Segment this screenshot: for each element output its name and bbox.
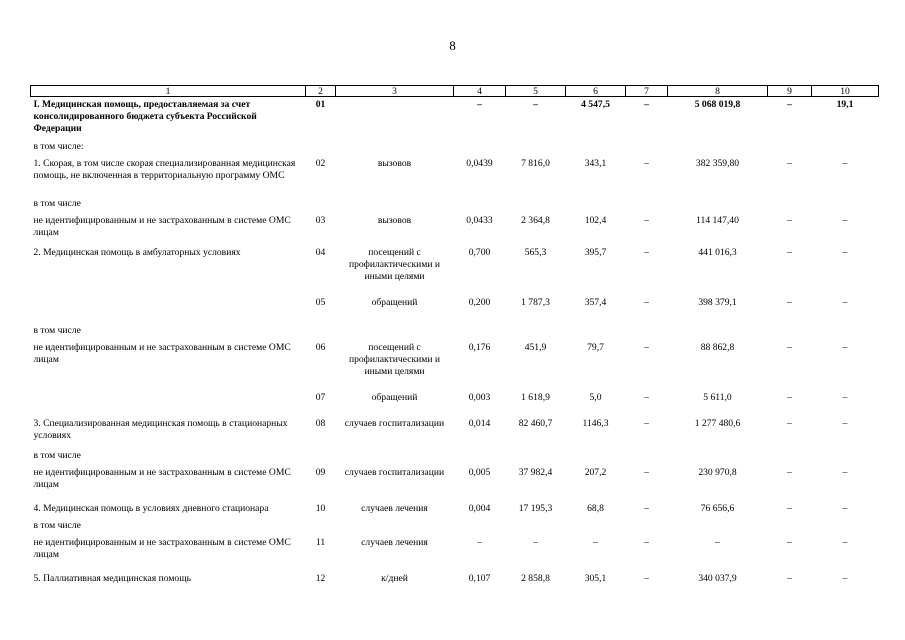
table-cell: – xyxy=(842,392,848,403)
row-label xyxy=(31,295,306,323)
column-header: 2 xyxy=(306,86,336,97)
table-cell xyxy=(566,518,626,535)
column-header: 10 xyxy=(812,86,879,97)
table-cell: 5,0 xyxy=(589,392,602,403)
table-cell: 17 195,3 xyxy=(518,503,553,514)
table-cell: 01 xyxy=(315,99,326,110)
table-cell: 0,014 xyxy=(468,418,491,429)
column-header: 4 xyxy=(454,86,506,97)
table-cell: – xyxy=(533,99,538,110)
row-label: в том числе xyxy=(33,450,81,461)
table-cell xyxy=(768,518,812,535)
table-cell: – xyxy=(787,503,792,514)
table-cell: 230 970,8 xyxy=(698,467,737,478)
row-label: в том числе: xyxy=(33,141,84,152)
row-label: не идентифицированным и не застрахованным в системе ОМС лицам xyxy=(33,467,291,490)
table-cell: к/дней xyxy=(381,573,408,584)
row-label: не идентифицированным и не застрахованным в системе ОМС лицам xyxy=(33,537,291,560)
table-cell xyxy=(454,196,506,213)
table-cell: 1146,3 xyxy=(582,418,609,429)
table-cell: – xyxy=(644,215,649,226)
table-cell: 08 xyxy=(315,418,326,429)
page-number: 8 xyxy=(449,38,456,53)
table-cell xyxy=(566,323,626,340)
table-cell: случаев лечения xyxy=(361,537,428,548)
table-cell: – xyxy=(644,418,649,429)
table-cell: вызовов xyxy=(377,215,412,226)
table-cell xyxy=(812,448,879,465)
table-cell xyxy=(668,196,768,213)
table-cell xyxy=(566,139,626,156)
table-cell: обращений xyxy=(371,392,418,403)
table-row xyxy=(31,448,879,465)
table-cell: – xyxy=(644,467,649,478)
table-cell: 68,8 xyxy=(587,503,604,514)
row-label xyxy=(31,390,306,416)
table-cell: – xyxy=(787,297,792,308)
table-cell xyxy=(668,518,768,535)
table-cell: 82 460,7 xyxy=(518,418,553,429)
table-row xyxy=(31,323,879,340)
table-cell: 88 862,8 xyxy=(700,342,735,353)
table-cell: случаев лечения xyxy=(361,503,428,514)
column-header: 6 xyxy=(566,86,626,97)
row-label: в том числе xyxy=(33,325,81,336)
table-cell: – xyxy=(644,537,649,548)
table-cell: – xyxy=(644,247,649,258)
table-cell: 7 816,0 xyxy=(521,158,550,169)
table-row xyxy=(31,97,879,140)
table-cell: – xyxy=(644,342,649,353)
table-cell xyxy=(336,323,454,340)
table-cell: – xyxy=(787,342,792,353)
table-cell: 37 982,4 xyxy=(518,467,553,478)
table-cell xyxy=(566,448,626,465)
table-cell xyxy=(812,139,879,156)
table-cell xyxy=(506,323,566,340)
column-number-row xyxy=(31,86,879,97)
table-cell: – xyxy=(715,537,720,548)
table-cell xyxy=(768,448,812,465)
table-cell: – xyxy=(593,537,598,548)
table-cell: 10 xyxy=(315,503,326,514)
column-header: 7 xyxy=(626,86,668,97)
table-cell: – xyxy=(842,158,848,169)
table-cell xyxy=(668,448,768,465)
table-cell xyxy=(336,518,454,535)
table-cell: – xyxy=(842,503,848,514)
table-cell xyxy=(454,448,506,465)
table-row xyxy=(31,196,879,213)
table-cell: 76 656,6 xyxy=(700,503,735,514)
table-cell: – xyxy=(787,467,792,478)
table-cell xyxy=(506,196,566,213)
row-label: в том числе xyxy=(33,198,81,209)
table-cell: 79,7 xyxy=(587,342,604,353)
table-cell xyxy=(336,448,454,465)
table-cell: – xyxy=(644,297,649,308)
financing-table xyxy=(30,85,879,587)
row-label: 3. Специализированная медицинская помощь в стационарных условиях xyxy=(33,418,288,441)
table-row xyxy=(31,416,879,448)
table-cell xyxy=(626,196,668,213)
table-cell: 0,107 xyxy=(468,573,491,584)
table-cell: 305,1 xyxy=(584,573,607,584)
table-cell: 340 037,9 xyxy=(698,573,737,584)
table-cell xyxy=(626,323,668,340)
table-cell: – xyxy=(842,297,848,308)
row-label: не идентифицированным и не застрахованным в системе ОМС лицам xyxy=(33,215,291,238)
table-cell xyxy=(336,139,454,156)
table-cell: – xyxy=(842,247,848,258)
table-row xyxy=(31,465,879,501)
table-cell xyxy=(506,448,566,465)
table-cell: 451,9 xyxy=(524,342,547,353)
table-row xyxy=(31,340,879,390)
table-cell: 19,1 xyxy=(836,99,854,110)
column-header: 3 xyxy=(336,86,454,97)
table-cell: 0,003 xyxy=(468,392,491,403)
table-cell: 07 xyxy=(315,392,326,403)
row-label: не идентифицированным и не застрахованным в системе ОМС лицам xyxy=(33,342,291,365)
table-cell: 5 611,0 xyxy=(703,392,732,403)
row-label: 2. Медицинская помощь в амбулаторных условиях xyxy=(33,247,241,258)
table-cell: 2 858,8 xyxy=(521,573,550,584)
table-cell xyxy=(626,518,668,535)
table-cell: – xyxy=(477,537,482,548)
table-cell: 382 359,80 xyxy=(695,158,740,169)
table-cell: 0,0439 xyxy=(466,158,493,169)
table-cell: 565,3 xyxy=(524,247,547,258)
table-cell xyxy=(812,323,879,340)
table-cell xyxy=(454,518,506,535)
table-cell: посещений с профилактическими и иными целями xyxy=(348,342,441,377)
table-cell: 343,1 xyxy=(584,158,607,169)
table-cell xyxy=(812,518,879,535)
table-cell xyxy=(668,323,768,340)
table-cell: 09 xyxy=(315,467,326,478)
table-cell: – xyxy=(787,573,792,584)
table-cell xyxy=(336,97,454,140)
table-cell: 114 147,40 xyxy=(696,215,739,226)
table-cell: 02 xyxy=(315,158,326,169)
table-cell xyxy=(454,323,506,340)
table-cell: 11 xyxy=(315,537,326,548)
column-header: 8 xyxy=(668,86,768,97)
table-row xyxy=(31,295,879,323)
table-cell: – xyxy=(842,573,848,584)
table-cell: – xyxy=(644,158,649,169)
table-cell xyxy=(306,323,336,340)
table-cell: – xyxy=(842,537,848,548)
column-header: 1 xyxy=(31,86,306,97)
table-cell xyxy=(454,139,506,156)
table-cell: – xyxy=(787,247,792,258)
table-row xyxy=(31,518,879,535)
table-cell: 4 547,5 xyxy=(581,99,610,110)
table-cell: 102,4 xyxy=(584,215,607,226)
table-cell: – xyxy=(644,503,649,514)
table-cell: 441 016,3 xyxy=(698,247,737,258)
table-cell: – xyxy=(842,215,848,226)
table-row xyxy=(31,501,879,518)
table-cell: посещений с профилактическими и иными целями xyxy=(348,247,441,282)
table-row xyxy=(31,390,879,416)
table-cell xyxy=(768,323,812,340)
table-row xyxy=(31,535,879,571)
table-cell: 1 787,3 xyxy=(521,297,550,308)
table-cell: 03 xyxy=(315,215,326,226)
table-cell: 395,7 xyxy=(584,247,607,258)
table-cell: 398 379,1 xyxy=(698,297,737,308)
table-cell: 0,176 xyxy=(468,342,491,353)
table-cell: 12 xyxy=(315,573,326,584)
row-label: 4. Медицинская помощь в условиях дневного стационара xyxy=(33,503,269,514)
table-cell xyxy=(768,196,812,213)
table-cell: 0,700 xyxy=(468,247,491,258)
table-cell: случаев госпитализации xyxy=(344,418,445,429)
table-cell: – xyxy=(842,342,848,353)
table-cell: – xyxy=(842,418,848,429)
table-cell: 04 xyxy=(315,247,326,258)
table-cell: – xyxy=(787,418,792,429)
table-cell: – xyxy=(477,99,482,110)
table-row xyxy=(31,245,879,295)
table-cell: – xyxy=(787,537,792,548)
table-cell: 1 277 480,6 xyxy=(694,418,741,429)
table-cell: 357,4 xyxy=(584,297,607,308)
table-cell: – xyxy=(644,392,649,403)
table-cell xyxy=(306,196,336,213)
table-cell: – xyxy=(644,99,649,110)
table-cell xyxy=(306,139,336,156)
table-cell: 1 618,9 xyxy=(521,392,550,403)
table-cell xyxy=(336,196,454,213)
column-header: 5 xyxy=(506,86,566,97)
table-row xyxy=(31,571,879,587)
row-label: 1. Скорая, в том числе скорая специализированная медицинская помощь, не включенная в территориальную программу ОМС xyxy=(33,158,296,181)
table-cell xyxy=(812,196,879,213)
table-cell xyxy=(626,139,668,156)
table-cell: обращений xyxy=(371,297,418,308)
table-cell: – xyxy=(787,215,792,226)
table-cell: – xyxy=(787,99,792,110)
table-cell: – xyxy=(787,392,792,403)
table-cell: 0,005 xyxy=(468,467,491,478)
table-cell xyxy=(506,139,566,156)
table-row xyxy=(31,156,879,196)
table-cell: случаев госпитализации xyxy=(344,467,445,478)
table-cell xyxy=(668,139,768,156)
table-cell xyxy=(306,448,336,465)
table-cell: 05 xyxy=(315,297,326,308)
table-cell: 0,004 xyxy=(468,503,491,514)
table-cell: – xyxy=(644,573,649,584)
table-row xyxy=(31,139,879,156)
row-label: I. Медицинская помощь, предоставляемая за счет консолидированного бюджета субъекта Российской Федерации xyxy=(33,99,257,134)
table-cell xyxy=(306,518,336,535)
table-cell: – xyxy=(842,467,848,478)
table-cell: 5 068 019,8 xyxy=(694,99,741,110)
table-cell: – xyxy=(533,537,538,548)
column-header: 9 xyxy=(768,86,812,97)
table-cell xyxy=(566,196,626,213)
table-cell: 0,0433 xyxy=(466,215,493,226)
table-cell: 06 xyxy=(315,342,326,353)
table-cell xyxy=(626,448,668,465)
table-cell xyxy=(768,139,812,156)
table-cell: 207,2 xyxy=(584,467,607,478)
table-cell xyxy=(506,518,566,535)
table-body xyxy=(31,97,879,588)
table-cell: 0,200 xyxy=(468,297,491,308)
table-cell: – xyxy=(787,158,792,169)
row-label: в том числе xyxy=(33,520,81,531)
table-cell: 2 364,8 xyxy=(521,215,550,226)
table-row xyxy=(31,213,879,245)
row-label: 5. Паллиативная медицинская помощь xyxy=(33,573,191,584)
table-cell: вызовов xyxy=(377,158,412,169)
